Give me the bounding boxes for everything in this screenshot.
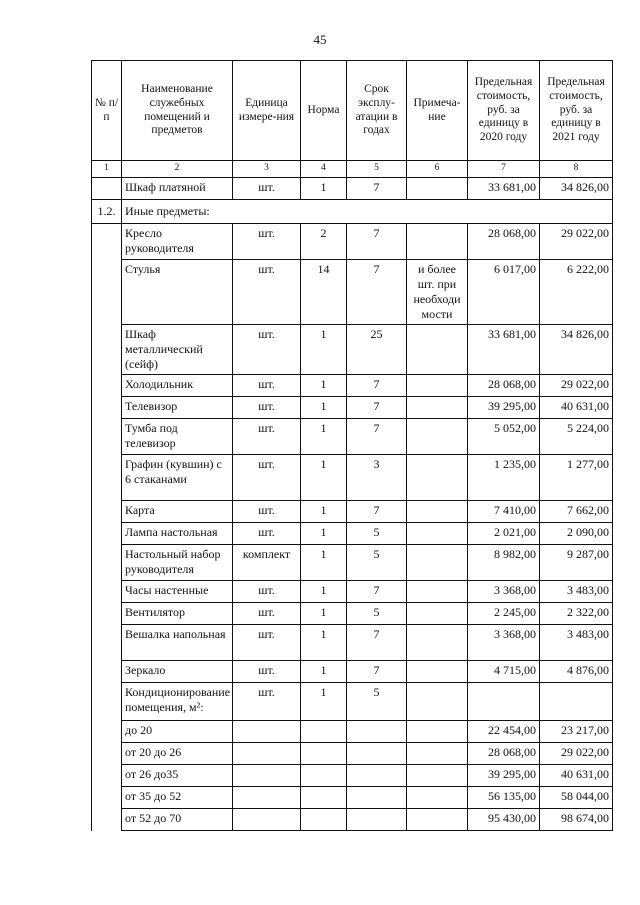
table-row: [92, 545, 613, 581]
cell-note: [407, 375, 468, 397]
cell-term: [347, 743, 407, 765]
section-num: 1.2.: [92, 200, 122, 224]
cell-term: 7: [347, 501, 407, 523]
cell-norm: [301, 721, 347, 743]
cell-num: [92, 809, 122, 831]
section-row: [92, 200, 613, 224]
header-row: [92, 61, 613, 161]
cell-term: 7: [347, 260, 407, 325]
cell-price-2020: [468, 683, 540, 721]
cell-note: [407, 683, 468, 721]
cell-unit: шт.: [233, 224, 301, 260]
cell-unit: шт.: [233, 260, 301, 325]
cell-num: [92, 661, 122, 683]
cell-price-2020: 6 017,00: [468, 260, 540, 325]
cell-price-2020: 28 068,00: [468, 375, 540, 397]
cell-note: [407, 224, 468, 260]
cell-price-2021: 29 022,00: [540, 375, 613, 397]
cell-price-2021: 4 876,00: [540, 661, 613, 683]
header-norm: Норма: [301, 61, 347, 161]
cell-note: [407, 721, 468, 743]
cell-num: [92, 603, 122, 625]
cell-num: [92, 523, 122, 545]
cell-price-2020: 33 681,00: [468, 178, 540, 200]
header-name: Наименование служебных помещений и предметов: [122, 61, 233, 161]
cell-name: от 52 до 70: [122, 809, 233, 831]
cell-num: [92, 787, 122, 809]
cell-note: [407, 419, 468, 455]
column-number: 3: [233, 161, 301, 178]
cell-price-2021: 58 044,00: [540, 787, 613, 809]
cell-price-2021: 7 662,00: [540, 501, 613, 523]
table-row: [92, 375, 613, 397]
table-row: [92, 325, 613, 375]
cell-unit: шт.: [233, 501, 301, 523]
cell-norm: 1: [301, 603, 347, 625]
cell-price-2020: 8 982,00: [468, 545, 540, 581]
cell-name: Кондиционирование помещения, м²:: [122, 683, 233, 721]
cell-term: 5: [347, 603, 407, 625]
header-price-2021: Предельная стоимость, руб. за единицу в 2021 году: [540, 61, 613, 161]
cell-term: 7: [347, 375, 407, 397]
cell-name: Стулья: [122, 260, 233, 325]
cell-term: 3: [347, 455, 407, 501]
cell-price-2020: 2 245,00: [468, 603, 540, 625]
cell-name: Кресло руководителя: [122, 224, 233, 260]
cell-name: Карта: [122, 501, 233, 523]
cell-price-2020: 39 295,00: [468, 765, 540, 787]
cell-price-2021: [540, 683, 613, 721]
cell-name: Графин (кувшин) с 6 стаканами: [122, 455, 233, 501]
cell-price-2020: 2 021,00: [468, 523, 540, 545]
cell-term: 5: [347, 523, 407, 545]
cell-unit: шт.: [233, 178, 301, 200]
cell-price-2021: 9 287,00: [540, 545, 613, 581]
cell-price-2020: 56 135,00: [468, 787, 540, 809]
column-number: 5: [347, 161, 407, 178]
cell-price-2021: 2 322,00: [540, 603, 613, 625]
cell-unit: [233, 809, 301, 831]
cell-num: [92, 743, 122, 765]
cell-norm: 1: [301, 581, 347, 603]
cell-num: [92, 455, 122, 501]
column-number: 7: [468, 161, 540, 178]
cell-norm: 1: [301, 178, 347, 200]
cell-note: [407, 501, 468, 523]
cell-norm: 1: [301, 625, 347, 661]
cell-term: 7: [347, 178, 407, 200]
cell-note: [407, 743, 468, 765]
table-row: [92, 581, 613, 603]
cell-price-2021: 23 217,00: [540, 721, 613, 743]
cell-price-2020: 28 068,00: [468, 743, 540, 765]
cell-norm: [301, 743, 347, 765]
cell-unit: шт.: [233, 375, 301, 397]
table-row: [92, 765, 613, 787]
cell-name: Холодильник: [122, 375, 233, 397]
cell-norm: 1: [301, 375, 347, 397]
cell-name: от 20 до 26: [122, 743, 233, 765]
cell-price-2020: 22 454,00: [468, 721, 540, 743]
cell-price-2021: 6 222,00: [540, 260, 613, 325]
cell-unit: шт.: [233, 683, 301, 721]
cell-note: [407, 765, 468, 787]
cell-term: [347, 721, 407, 743]
table-row: [92, 625, 613, 661]
column-number: 8: [540, 161, 613, 178]
cell-name: до 20: [122, 721, 233, 743]
page-number: 45: [313, 32, 327, 47]
table-row: [92, 683, 613, 721]
cell-unit: [233, 787, 301, 809]
cell-term: [347, 809, 407, 831]
cell-note: [407, 603, 468, 625]
column-number: 4: [301, 161, 347, 178]
cell-note: [407, 545, 468, 581]
cell-price-2020: 3 368,00: [468, 581, 540, 603]
cell-price-2021: 98 674,00: [540, 809, 613, 831]
cell-price-2020: 33 681,00: [468, 325, 540, 375]
cell-unit: шт.: [233, 397, 301, 419]
cell-name: Телевизор: [122, 397, 233, 419]
cell-num: [92, 683, 122, 721]
cell-price-2021: 40 631,00: [540, 397, 613, 419]
cell-note: [407, 787, 468, 809]
table-row: [92, 787, 613, 809]
cell-name: Зеркало: [122, 661, 233, 683]
table-row: [92, 743, 613, 765]
cell-price-2021: 2 090,00: [540, 523, 613, 545]
cell-norm: 1: [301, 501, 347, 523]
column-number-row: [92, 161, 613, 178]
cell-note: [407, 581, 468, 603]
table-row: [92, 397, 613, 419]
cell-term: 7: [347, 661, 407, 683]
cell-unit: шт.: [233, 419, 301, 455]
cell-term: 7: [347, 581, 407, 603]
table-row: [92, 224, 613, 260]
cell-name: Настольный набор руководителя: [122, 545, 233, 581]
cell-norm: 14: [301, 260, 347, 325]
cell-num: [92, 765, 122, 787]
cell-term: 5: [347, 545, 407, 581]
cell-unit: шт.: [233, 325, 301, 375]
cell-norm: 1: [301, 661, 347, 683]
cell-note: [407, 661, 468, 683]
cell-term: 7: [347, 625, 407, 661]
cell-term: 5: [347, 683, 407, 721]
table-row: [92, 721, 613, 743]
cell-price-2020: 39 295,00: [468, 397, 540, 419]
cell-price-2021: 34 826,00: [540, 178, 613, 200]
cell-note: [407, 325, 468, 375]
cell-num: [92, 581, 122, 603]
cell-unit: шт.: [233, 455, 301, 501]
cell-name: Вентилятор: [122, 603, 233, 625]
table-row: [92, 603, 613, 625]
table-row: [92, 178, 613, 200]
section-title: Иные предметы:: [122, 200, 613, 224]
cell-unit: [233, 721, 301, 743]
cell-unit: комплект: [233, 545, 301, 581]
cell-price-2021: 40 631,00: [540, 765, 613, 787]
header-unit: Единица измере-ния: [233, 61, 301, 161]
cell-price-2021: 1 277,00: [540, 455, 613, 501]
cell-num: [92, 325, 122, 375]
cell-price-2020: 4 715,00: [468, 661, 540, 683]
cell-note: [407, 178, 468, 200]
cell-num: [92, 501, 122, 523]
cell-unit: шт.: [233, 625, 301, 661]
cell-name: Шкаф металлический (сейф): [122, 325, 233, 375]
cell-name: от 35 до 52: [122, 787, 233, 809]
cell-note: [407, 625, 468, 661]
cell-num: [92, 375, 122, 397]
cell-name: Тумба под телевизор: [122, 419, 233, 455]
cell-name: Вешалка напольная: [122, 625, 233, 661]
header-term: Срок эксплу-атации в годах: [347, 61, 407, 161]
cell-price-2020: 7 410,00: [468, 501, 540, 523]
cell-unit: шт.: [233, 581, 301, 603]
cell-note: [407, 397, 468, 419]
cell-term: 7: [347, 419, 407, 455]
table-row: [92, 260, 613, 325]
cell-note: [407, 523, 468, 545]
cell-num: [92, 419, 122, 455]
cell-term: [347, 787, 407, 809]
cell-unit: шт.: [233, 603, 301, 625]
cell-norm: 1: [301, 397, 347, 419]
cell-unit: [233, 743, 301, 765]
cell-name: Лампа настольная: [122, 523, 233, 545]
column-number: 6: [407, 161, 468, 178]
cell-num: [92, 397, 122, 419]
cell-term: 7: [347, 224, 407, 260]
cell-price-2020: 5 052,00: [468, 419, 540, 455]
cell-term: 25: [347, 325, 407, 375]
cell-num: [92, 224, 122, 260]
cell-norm: [301, 809, 347, 831]
cell-norm: 1: [301, 523, 347, 545]
cell-norm: 1: [301, 325, 347, 375]
cell-unit: шт.: [233, 523, 301, 545]
cell-note: [407, 455, 468, 501]
table-row: [92, 455, 613, 501]
column-number: 2: [122, 161, 233, 178]
cell-num: [92, 625, 122, 661]
cell-norm: [301, 787, 347, 809]
table-row: [92, 809, 613, 831]
cell-term: 7: [347, 397, 407, 419]
cell-num: [92, 260, 122, 325]
table-row: [92, 661, 613, 683]
cell-norm: 1: [301, 455, 347, 501]
cell-norm: 1: [301, 419, 347, 455]
cell-price-2021: 3 483,00: [540, 625, 613, 661]
table-row: [92, 501, 613, 523]
cell-price-2020: 1 235,00: [468, 455, 540, 501]
cell-unit: шт.: [233, 661, 301, 683]
cell-name: Шкаф платяной: [122, 178, 233, 200]
cell-unit: [233, 765, 301, 787]
cell-price-2021: 29 022,00: [540, 224, 613, 260]
cell-norm: 1: [301, 545, 347, 581]
cell-price-2020: 3 368,00: [468, 625, 540, 661]
cell-num: [92, 545, 122, 581]
cell-term: [347, 765, 407, 787]
header-note: Примеча-ние: [407, 61, 468, 161]
table-row: [92, 523, 613, 545]
cell-num: [92, 721, 122, 743]
cell-price-2020: 28 068,00: [468, 224, 540, 260]
cell-norm: [301, 765, 347, 787]
cell-price-2021: 29 022,00: [540, 743, 613, 765]
cell-name: Часы настенные: [122, 581, 233, 603]
table-row: [92, 419, 613, 455]
cell-norm: 1: [301, 683, 347, 721]
header-price-2020: Предельная стоимость, руб. за единицу в 2020 году: [468, 61, 540, 161]
cell-price-2020: 95 430,00: [468, 809, 540, 831]
cell-norm: 2: [301, 224, 347, 260]
cell-price-2021: 3 483,00: [540, 581, 613, 603]
norms-table: [91, 60, 613, 831]
cell-note: [407, 809, 468, 831]
cell-price-2021: 34 826,00: [540, 325, 613, 375]
header-num: № п/п: [92, 61, 122, 161]
cell-note: и более шт. при необходи мости: [407, 260, 468, 325]
cell-price-2021: 5 224,00: [540, 419, 613, 455]
cell-name: от 26 до35: [122, 765, 233, 787]
column-number: 1: [92, 161, 122, 178]
cell-num: [92, 178, 122, 200]
